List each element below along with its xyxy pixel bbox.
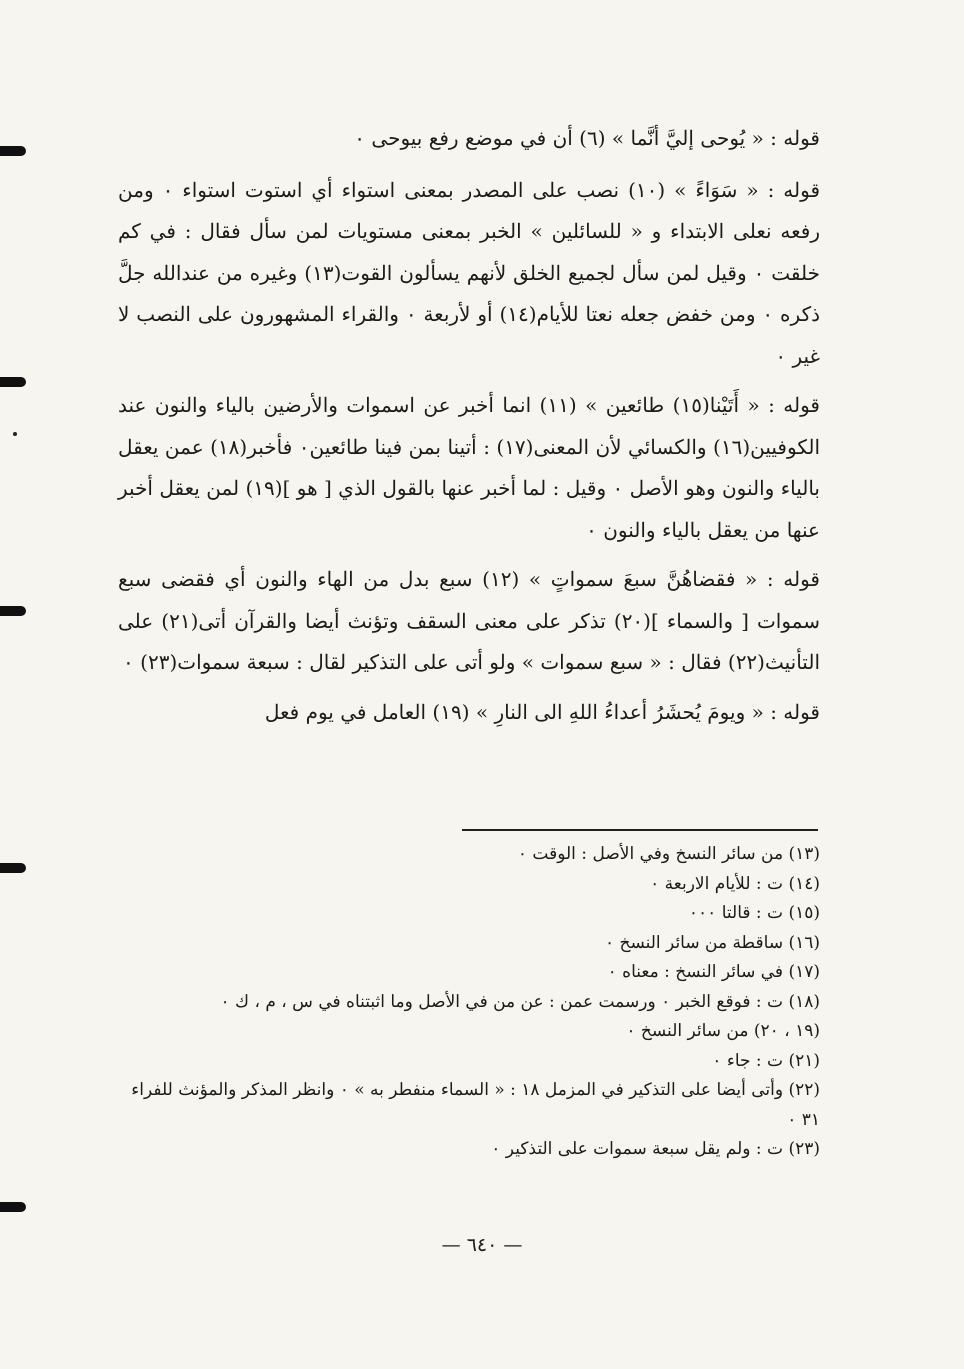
paragraph-4: قوله : « فقضاهُنَّ سبعَ سمواتٍ » (١٢) سبع بدل من الهاء والنون أي فقضى سبع سموات [ والسماء ](٢٠) تذكر على معنى السقف وتؤنث أيضا والقرآن أتى(٢١) على التأنيث(٢٢) فقال : « سبع سموات » ولو أتى على التذكير لقال : سبعة سموات(٢٣) ٠ [118, 567, 820, 674]
margin-mark [0, 146, 26, 156]
footnote-23: (٢٣) ت : ولم يقل سبعة سموات على التذكير ٠ [491, 1139, 820, 1159]
paragraph-1: قوله : « يُوحى إليَّ أنَّما » (٦) أن في موضع رفع بيوحى ٠ [354, 126, 820, 150]
footnote-22: (٢٢) وأتى أيضا على التذكير في المزمل ١٨ : « السماء منفطر به » ٠ وانظر المذكر والمؤنث للفراء ٣١ ٠ [131, 1080, 820, 1130]
footnote-divider [462, 829, 818, 831]
page-number: — ٦٤٠ — [441, 1234, 523, 1256]
margin-mark [0, 1202, 26, 1212]
paragraph-5: قوله : « ويومَ يُحشَرُ أعداءُ اللهِ الى النارِ » (١٩) العامل في يوم فعل [264, 699, 820, 724]
main-text [118, 118, 820, 741]
footnote-14: (١٤) ت : للأيام الاربعة ٠ [650, 873, 820, 894]
footnote-18: (١٨) ت : فوقع الخبر ٠ ورسمت عمن : عن من في الأصل وما اثبتناه في س ، م ، ك ٠ [220, 991, 820, 1012]
footnote-15: (١٥) ت : قالتا ٠٠٠ [688, 903, 820, 923]
footnote-19-20: (١٩ ، ٢٠) من سائر النسخ ٠ [626, 1021, 820, 1041]
footnote-17: (١٧) في سائر النسخ : معناه ٠ [607, 962, 820, 982]
paragraph-2: قوله : « سَوَاءً » (١٠) نصب على المصدر بمعنى استواء أي استوت استواء ٠ ومن رفعه نعلى الابتداء و « للسائلين » الخبر بمعنى مستويات لمن سأل فقال : في كم خلقت ٠ وقيل لمن سأل لجميع الخلق لأنهم يسألون القوت(١٣) وغيره من عندالله جلَّ ذكره ٠ ومن خفض جعله نعتا للأيام(١٤) أو لأربعة ٠ والقراء المشهورون على النصب لا غير ٠ [118, 177, 821, 368]
footnote-21: (٢١) ت : جاء ٠ [712, 1050, 820, 1071]
margin-dot [13, 432, 17, 436]
footnote-13: (١٣) من سائر النسخ وفي الأصل : الوقت ٠ [517, 844, 820, 864]
margin-mark [0, 606, 26, 616]
footnotes [118, 840, 820, 1165]
margin-mark [0, 377, 26, 387]
footnote-16: (١٦) ساقطة من سائر النسخ ٠ [604, 932, 820, 953]
margin-mark [0, 863, 26, 873]
paragraph-3: قوله : « أَتَيْنا(١٥) طائعين » (١١) انما أخبر عن اسموات والأرضين بالياء والنون عند الكوفيين(١٦) والكسائي لأن المعنى(١٧) : أتينا بمن فينا طائعين٠ فأخبر(١٨) عمن يعقل بالياء والنون وهو الأصل ٠ وقيل : لما أخبر عنها بالقول الذي [ هو ](١٩) لمن يعقل أخبر عنها من يعقل بالياء والنون ٠ [118, 393, 821, 542]
